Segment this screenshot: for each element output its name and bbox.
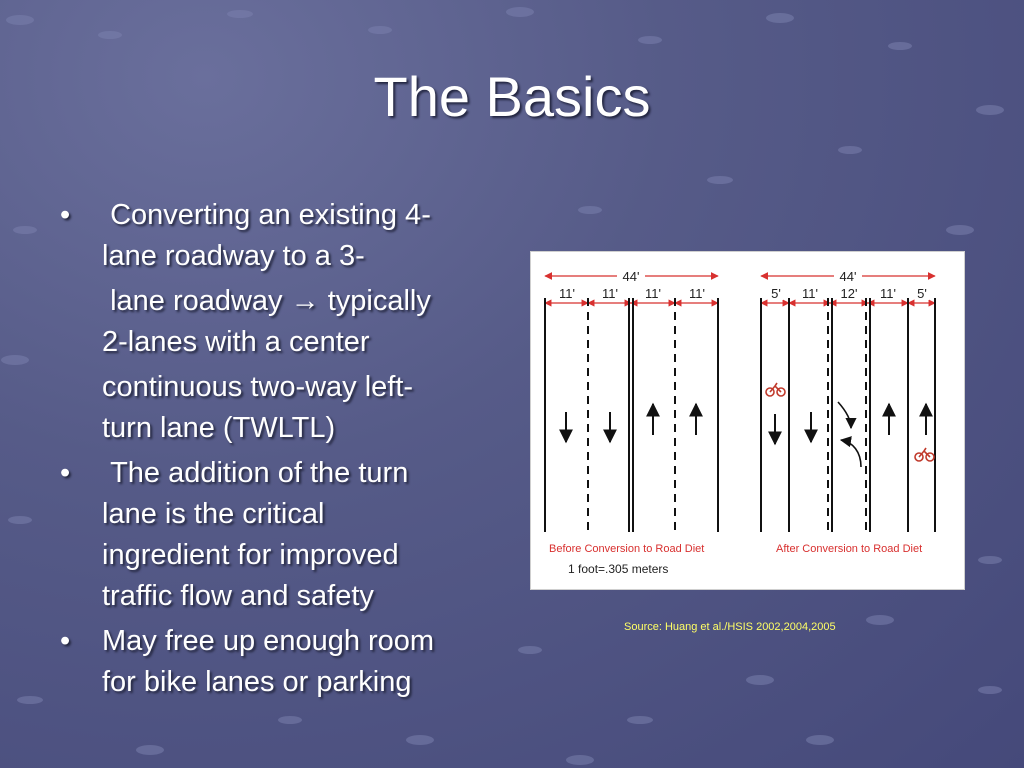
bullet-line: lane roadway to a 3- (102, 240, 365, 272)
unit-conversion: 1 foot=.305 meters (568, 562, 669, 576)
after-lane-width: 11' (880, 286, 896, 301)
source-citation: Source: Huang et al./HSIS 2002,2004,2005 (624, 621, 836, 633)
bullet-marker: • (60, 457, 71, 489)
bullet-item-3 (60, 621, 510, 703)
bullet-line: for bike lanes or parking (102, 666, 412, 698)
bullet-line: turn lane (TWLTL) (102, 412, 336, 444)
turn-arrows (838, 402, 861, 467)
before-lane-lines (545, 298, 718, 532)
before-total-width: 44' (622, 269, 640, 284)
bicycle-icon (766, 383, 785, 396)
after-lane-width: 5' (771, 286, 781, 301)
bullet-line: May free up enough room (102, 625, 435, 657)
bullet-item-1 (60, 195, 510, 449)
after-lane-width: 11' (802, 286, 818, 301)
after-label: After Conversion to Road Diet (776, 543, 923, 555)
after-total-width: 44' (839, 269, 857, 284)
bullet-line: ingredient for improved (102, 539, 399, 571)
road-diet-diagram (530, 251, 965, 590)
bullet-line: 2-lanes with a center (102, 326, 370, 358)
before-lane-width: 11' (602, 286, 618, 301)
slide-title: The Basics (373, 65, 651, 128)
bullet-marker: • (60, 625, 71, 657)
bullet-line: lane roadway → typically (110, 285, 431, 317)
bullet-item-2 (60, 453, 510, 617)
bullet-line: Converting an existing 4- (110, 199, 431, 231)
after-lane-width: 5' (917, 286, 927, 301)
road-diet-svg (531, 252, 964, 589)
before-lane-width: 11' (645, 286, 661, 301)
before-label: Before Conversion to Road Diet (549, 543, 705, 555)
bullet-marker: • (60, 199, 71, 231)
bullet-line: The addition of the turn (110, 457, 409, 489)
before-direction-arrows (566, 404, 696, 442)
bullet-line: continuous two-way left- (102, 371, 414, 403)
before-lane-width: 11' (689, 286, 705, 301)
bullet-line: lane is the critical (102, 498, 325, 530)
before-lane-width: 11' (559, 286, 575, 301)
bicycle-icon (915, 448, 934, 461)
right-arrow-icon: → (290, 285, 320, 317)
bullet-line: traffic flow and safety (102, 580, 374, 612)
after-lane-width: 12' (840, 286, 858, 301)
bullet-list (60, 195, 510, 703)
